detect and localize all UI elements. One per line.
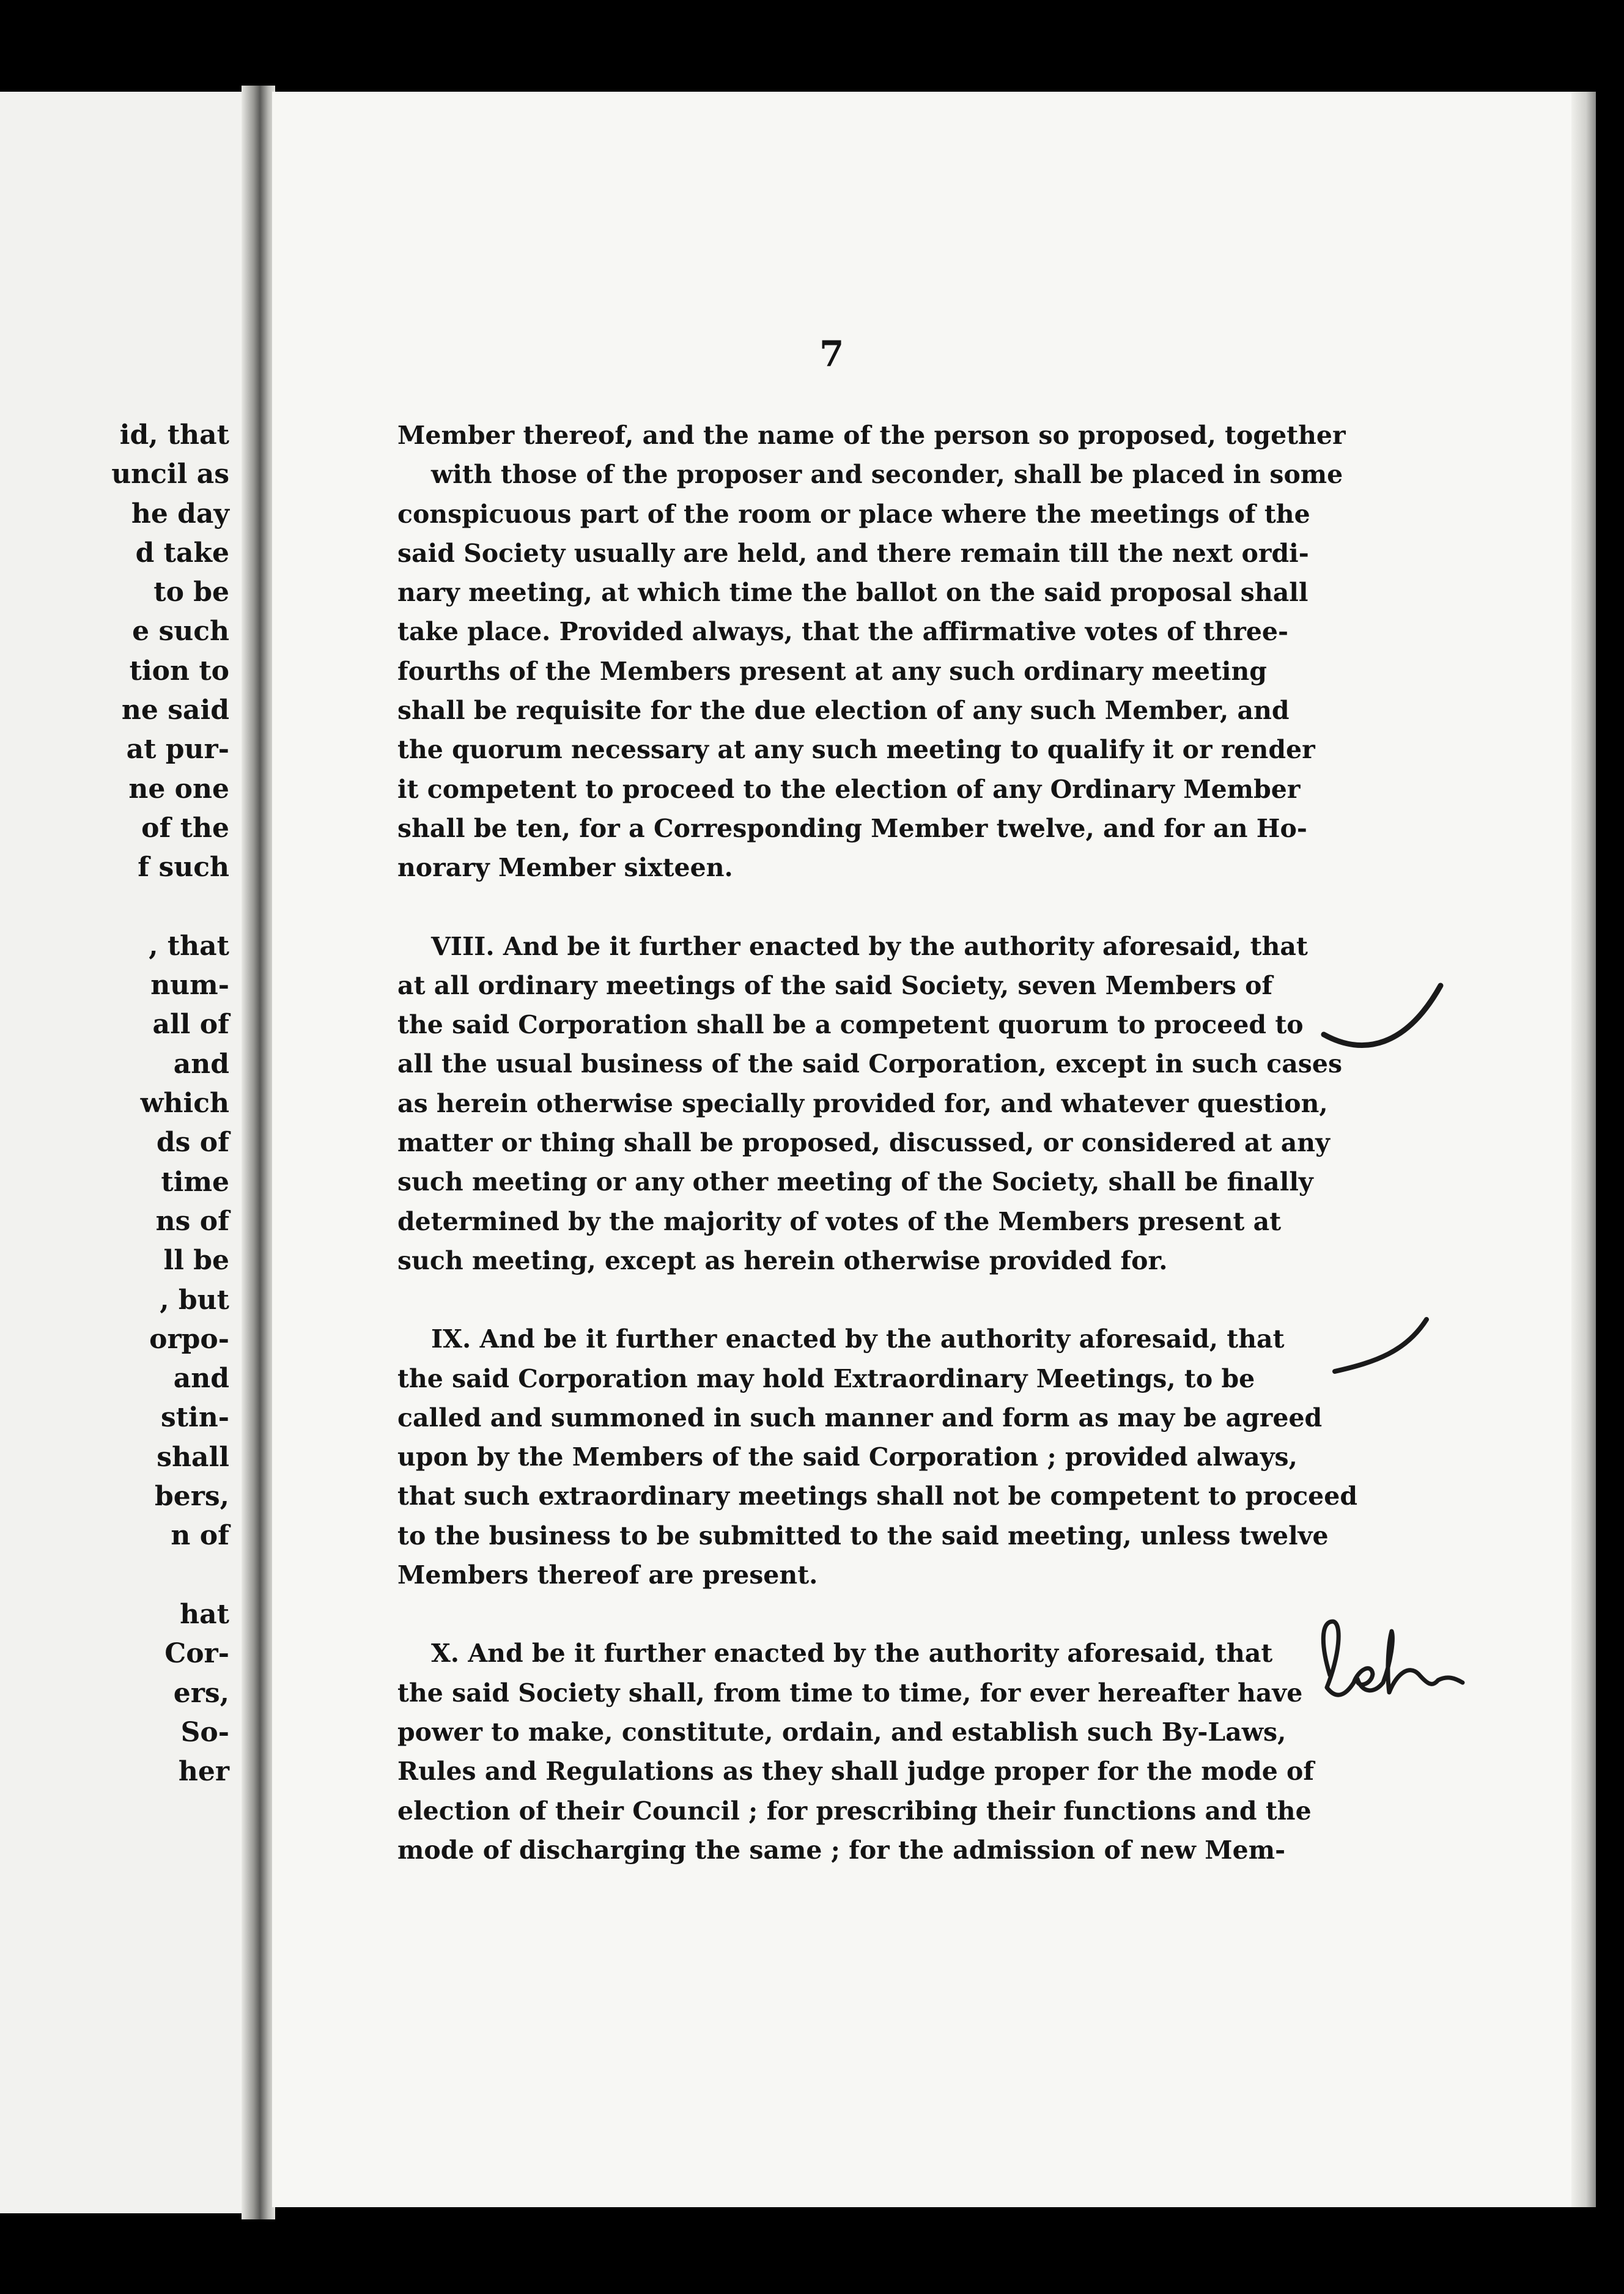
text-line: as herein otherwise specially provided for, and whatever question, (397, 1088, 1328, 1118)
paragraph-gap (397, 1280, 1250, 1319)
text-line: IX. And be it further enacted by the authority aforesaid, that (431, 1324, 1285, 1354)
left-page-fragment: ds of (156, 1127, 229, 1159)
left-page-fragment: time (161, 1166, 229, 1198)
left-page-fragment: f such (138, 852, 229, 883)
left-page-spacer (0, 1556, 242, 1595)
left-page-fragment: orpo- (149, 1323, 229, 1355)
left-page-fragment: e such (132, 616, 229, 647)
text-line: said Society usually are held, and there remain till the next ordi- (397, 538, 1309, 568)
text-line: all the usual business of the said Corporation, except in such cases (397, 1049, 1343, 1079)
left-page-fragment: and (173, 1363, 229, 1395)
left-page-fragment: and (173, 1048, 229, 1080)
text-line: Rules and Regulations as they shall judge proper for the mode of (397, 1757, 1315, 1787)
left-page-spacer (0, 888, 242, 927)
text-line: the said Corporation may hold Extraordinary Meetings, to be (397, 1363, 1255, 1393)
text-line: shall be requisite for the due election of any such Member, and (397, 696, 1290, 726)
text-line: matter or thing shall be proposed, discussed, or considered at any (397, 1128, 1330, 1158)
left-page-fragment: tion to (129, 655, 229, 687)
text-line: such meeting, except as herein otherwise provided for. (397, 1245, 1168, 1275)
text-line: upon by the Members of the said Corporation ; provided always, (397, 1442, 1297, 1472)
left-page-fragment: at pur- (126, 734, 229, 765)
text-line: conspicuous part of the room or place where the meetings of the (397, 499, 1310, 529)
left-page-fragment: id, that (119, 419, 229, 451)
left-page-fragment: ne said (121, 695, 229, 726)
left-page-fragment: n of (171, 1520, 229, 1552)
left-page-fragment: bers, (154, 1481, 229, 1513)
text-line: that such extraordinary meetings shall not be competent to proceed (397, 1481, 1358, 1511)
paragraph (397, 416, 1346, 888)
text-line: the said Corporation shall be a competent quorum to proceed to (397, 1010, 1304, 1040)
paragraph (397, 927, 1343, 1281)
paragraph-gap (397, 1595, 1250, 1634)
page-number: 7 (819, 333, 844, 375)
text-line: nary meeting, at which time the ballot on the said proposal shall (397, 578, 1308, 608)
text-line: Member thereof, and the name of the person so proposed, together (397, 421, 1346, 450)
left-page-fragment: her (178, 1756, 229, 1788)
left-page-fragment: So- (180, 1716, 229, 1748)
paragraph-gap (397, 888, 1250, 927)
left-page-fragment: stin- (160, 1402, 229, 1434)
left-page-fragment: , but (160, 1284, 229, 1316)
left-page-text-fragments (0, 416, 242, 1791)
left-page-fragment: he day (131, 498, 229, 529)
left-page-fragment: num- (150, 970, 229, 1001)
text-line: with those of the proposer and seconder, shall be placed in some (431, 460, 1343, 490)
text-line: mode of discharging the same ; for the admission of new Mem- (397, 1835, 1286, 1865)
text-line: Members thereof are present. (397, 1560, 818, 1590)
book-gutter (242, 86, 275, 2219)
text-line: determined by the majority of votes of the Members present at (397, 1206, 1282, 1236)
left-page-fragment: ers, (173, 1677, 229, 1709)
text-line: shall be ten, for a Corresponding Member twelve, and for an Ho- (397, 813, 1307, 843)
left-page-fragment: to be (153, 577, 229, 608)
left-page-fragment: d take (135, 537, 229, 569)
text-line: such meeting or any other meeting of the Society, shall be finally (397, 1167, 1313, 1197)
page-edge (1571, 92, 1596, 2207)
paragraph (397, 1319, 1358, 1595)
text-line: norary Member sixteen. (397, 853, 733, 883)
left-page-fragment: Cor- (164, 1638, 229, 1670)
text-line: the quorum necessary at any such meeting to qualify it or render (397, 735, 1315, 765)
text-line: election of their Council ; for prescribing their functions and the (397, 1796, 1312, 1826)
text-line: the said Society shall, from time to time, for ever hereafter have (397, 1678, 1303, 1708)
text-line: take place. Provided always, that the affirmative votes of three- (397, 617, 1289, 647)
left-page-fragment: ns of (155, 1205, 229, 1237)
left-page-fragment: shall (157, 1441, 229, 1473)
left-page-fragment: of the (141, 812, 229, 844)
body-text (397, 416, 1358, 1870)
left-page-fragment: which (140, 1088, 229, 1119)
left-page-fragment: hat (180, 1598, 229, 1630)
left-page-fragment: ll be (163, 1245, 229, 1277)
text-line: at all ordinary meetings of the said Society, seven Members of (397, 970, 1273, 1000)
text-line: X. And be it further enacted by the authority aforesaid, that (431, 1639, 1273, 1669)
left-page-fragment: , that (149, 930, 229, 962)
text-line: to the business to be submitted to the said meeting, unless twelve (397, 1521, 1329, 1551)
text-line: it competent to proceed to the election of any Ordinary Member (397, 774, 1301, 804)
text-line: power to make, constitute, ordain, and establish such By-Laws, (397, 1717, 1286, 1747)
left-page-fragment: all of (152, 1009, 229, 1041)
text-line: VIII. And be it further enacted by the authority aforesaid, that (431, 931, 1308, 961)
left-page-fragment: ne one (128, 773, 229, 805)
paragraph (397, 1634, 1315, 1870)
text-line: called and summoned in such manner and form as may be agreed (397, 1403, 1323, 1433)
text-line: fourths of the Members present at any such ordinary meeting (397, 656, 1267, 686)
left-page-fragment: uncil as (111, 459, 229, 490)
